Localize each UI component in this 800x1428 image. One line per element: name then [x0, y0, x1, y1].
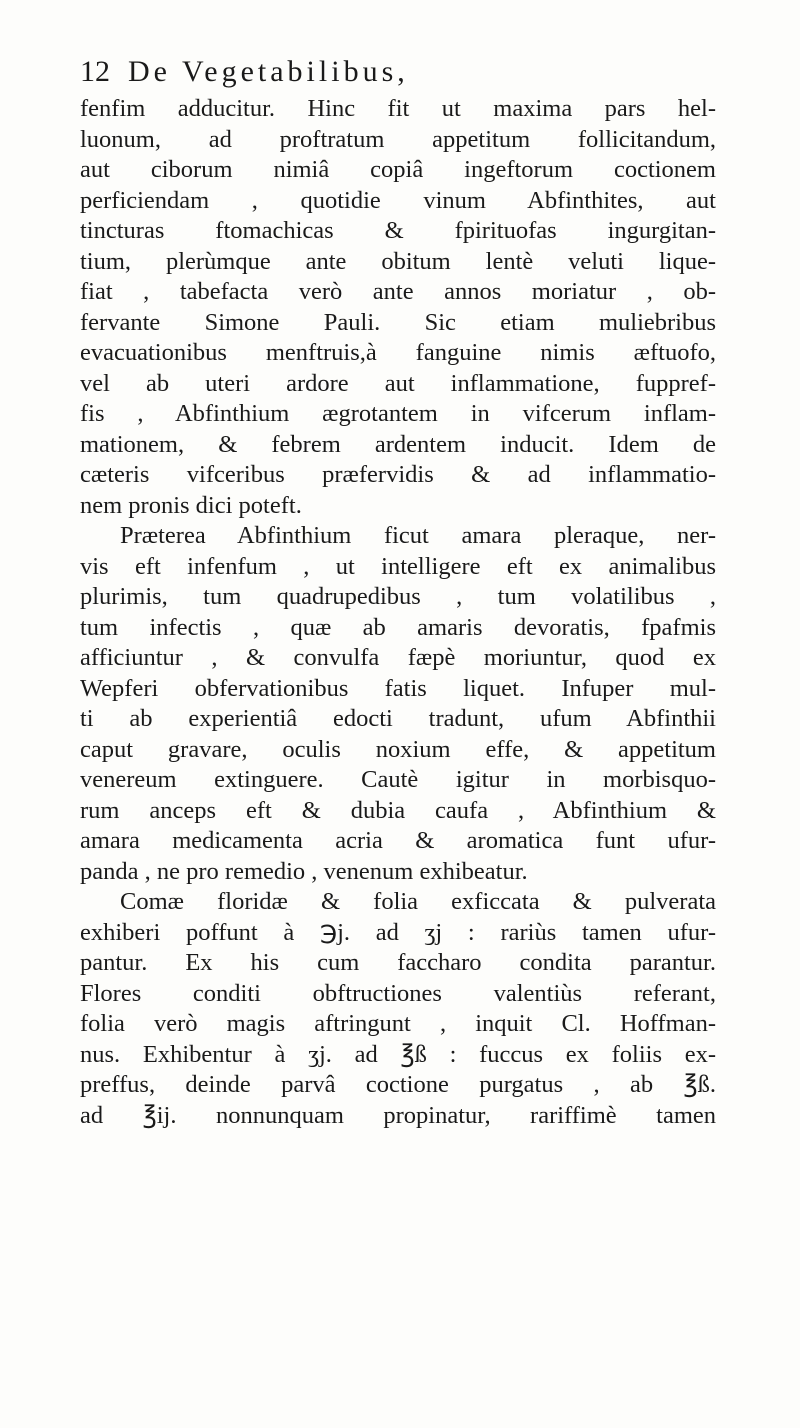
text-line: exhiberi poffunt à ℈j. ad ʒj : rariùs tamen ufur- — [80, 918, 716, 946]
text-line: afficiuntur , & convulfa fæpè moriuntur, quod ex — [80, 644, 716, 671]
text-line: evacuationibus menftruis,à fanguine nimis æftuofo, — [80, 339, 716, 366]
text-line: vis eft infenfum , ut intelligere eft ex animalibus — [80, 552, 716, 580]
text-line: nus. Exhibentur à ʒj. ad ℥ß : fuccus ex foliis ex- — [80, 1040, 716, 1068]
body-text — [80, 94, 716, 1131]
text-line: pantur. Ex his cum faccharo condita parantur. — [80, 949, 716, 976]
page-header — [80, 52, 700, 92]
text-line: luonum, ad proftratum appetitum follicitandum, — [80, 125, 716, 153]
running-title: De Vegetabilibus, — [128, 55, 409, 88]
text-line: venereum extinguere. Cautè igitur in morbisquo- — [80, 766, 716, 793]
text-line: plurimis, tum quadrupedibus , tum volatilibus , — [80, 583, 716, 610]
text-line: Flores conditi obftructiones valentiùs referant, — [80, 979, 716, 1007]
text-line: folia verò magis aftringunt , inquit Cl. Hoffman- — [80, 1010, 716, 1037]
text-line: perficiendam , quotidie vinum Abfinthites, aut — [80, 186, 716, 214]
text-line: tincturas ftomachicas & fpirituofas ingurgitan- — [80, 217, 716, 244]
text-line: preffus, deinde parvâ coctione purgatus , ab ℥ß. — [80, 1071, 716, 1098]
text-line: cæteris vifceribus præfervidis & ad inflammatio- — [80, 461, 716, 488]
text-line: Wepferi obfervationibus fatis liquet. Infuper mul- — [80, 674, 716, 702]
text-line: fiat , tabefacta verò ante annos moriatur , ob- — [80, 278, 716, 305]
text-line: fervante Simone Pauli. Sic etiam muliebribus — [80, 308, 716, 336]
text-line: Præterea Abfinthium ficut amara pleraque, ner- — [120, 522, 716, 549]
text-line: tum infectis , quæ ab amaris devoratis, fpafmis — [80, 613, 716, 641]
text-line: amara medicamenta acria & aromatica funt ufur- — [80, 827, 716, 854]
text-line: caput gravare, oculis noxium effe, & appetitum — [80, 735, 716, 763]
text-line: ad ℥ij. nonnunquam propinatur, rariffimè tamen — [80, 1101, 716, 1129]
text-line: tium, plerùmque ante obitum lentè veluti lique- — [80, 247, 716, 275]
page-number: 12 — [80, 55, 110, 88]
text-line: mationem, & febrem ardentem inducit. Idem de — [80, 430, 716, 458]
text-line: panda , ne pro remedio , venenum exhibeatur. — [80, 857, 528, 885]
text-line: rum anceps eft & dubia caufa , Abfinthium & — [80, 796, 716, 824]
text-line: vel ab uteri ardore aut inflammatione, fuppref- — [80, 369, 716, 397]
text-line: Comæ floridæ & folia exficcata & pulverata — [120, 888, 716, 915]
text-line: aut ciborum nimiâ copiâ ingeftorum coctionem — [80, 156, 716, 183]
text-line: nem pronis dici poteft. — [80, 491, 302, 519]
text-line: fis , Abfinthium ægrotantem in vifcerum inflam- — [80, 400, 716, 427]
text-line: fenfim adducitur. Hinc fit ut maxima pars hel- — [80, 95, 716, 122]
text-line: ti ab experientiâ edocti tradunt, ufum Abfinthii — [80, 705, 716, 732]
